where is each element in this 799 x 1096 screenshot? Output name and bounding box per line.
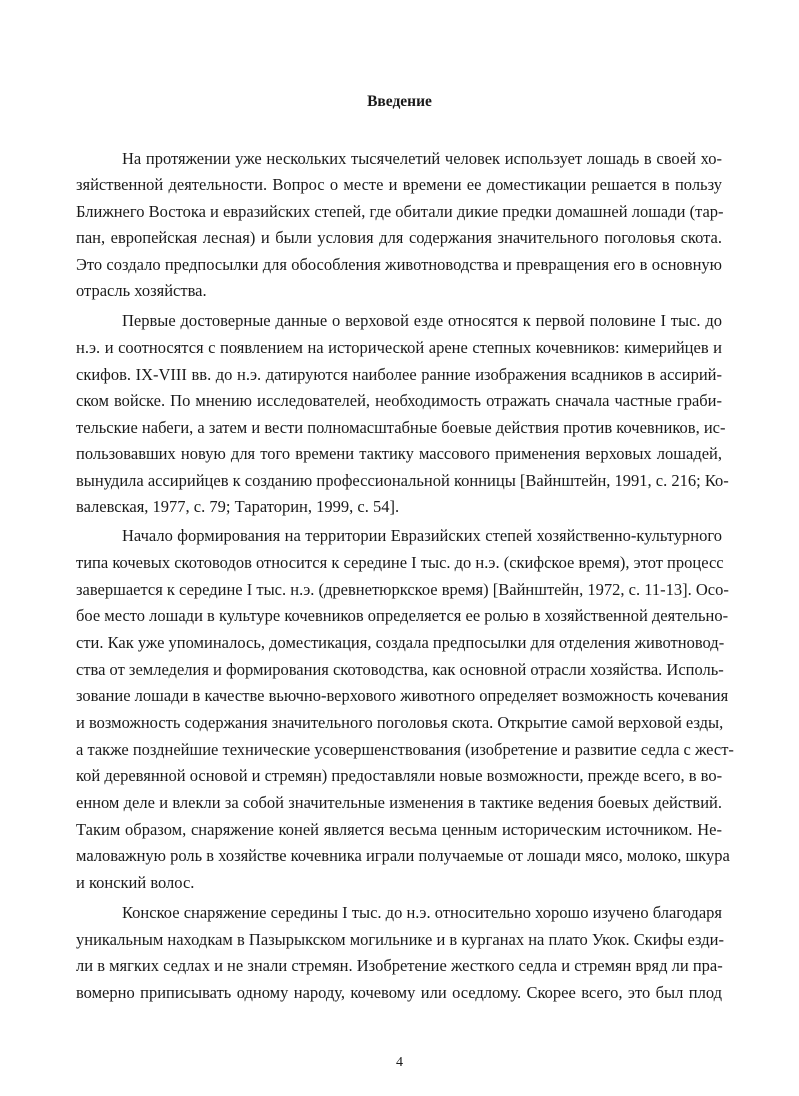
page-number: 4 [396, 1055, 403, 1070]
paragraph-2-line-7: вынудила ассирийцев к созданию профессиональной конницы [Вайнштейн, 1991, с. 216; Ко- [76, 471, 729, 490]
paragraph-3-line-14: и конский волос. [76, 873, 195, 892]
paragraph-4-line-3: ли в мягких седлах и не знали стремян. Изобретение жесткого седла и стремян вряд ли пра- [76, 956, 723, 975]
paragraph-4-line-4: вомерно приписывать одному народу, кочевому или оседлому. Скорее всего, это был плод [76, 983, 722, 1002]
paragraph-3-line-5: сти. Как уже упоминалось, доместикация, создала предпосылки для отделения животновод- [76, 633, 725, 652]
paragraph-1-line-6: отрасль хозяйства. [76, 281, 207, 300]
paragraph-3-line-6: ства от земледелия и формирования скотоводства, как основной отрасли хозяйства. Исполь- [76, 660, 724, 679]
paragraph-3-line-11: енном деле и влекли за собой значительные изменения в тактике ведения боевых действий. [76, 793, 722, 812]
paragraph-3-line-1: Начало формирования на территории Евразийских степей хозяйственно-культурного [122, 526, 722, 545]
paragraph-3-line-10: кой деревянной основой и стремян) предоставляли новые возможности, прежде всего, в во- [76, 766, 723, 785]
paragraph-3-line-3: завершается к середине I тыс. н.э. (древнетюркское время) [Вайнштейн, 1972, с. 11-13]. Осо- [76, 580, 729, 599]
page-title: Введение [367, 93, 432, 110]
paragraph-4-line-1: Конское снаряжение середины I тыс. до н.э. относительно хорошо изучено благодаря [122, 903, 722, 922]
paragraph-2-line-6: пользовавших новую для того времени тактику массового применения верховых лошадей, [76, 444, 722, 463]
paragraph-2-line-4: ском войске. По мнению исследователей, необходимость отражать сначала частные граби- [76, 391, 722, 410]
paragraph-2-line-3: скифов. IX-VIII вв. до н.э. датируются наиболее ранние изображения всадников в ассирий- [76, 365, 722, 384]
paragraph-3-line-7: зование лошади в качестве вьючно-верхового животного определяет возможность кочевания [76, 686, 729, 705]
paragraph-2-line-8: валевская, 1977, с. 79; Тараторин, 1999, с. 54]. [76, 497, 400, 516]
paragraph-3-line-9: а также позднейшие технические усовершенствования (изобретение и развитие седла с жест- [76, 740, 734, 759]
paragraph-2-line-1: Первые достоверные данные о верховой езде относятся к первой половине I тыс. до [122, 311, 722, 330]
paragraph-1-line-2: зяйственной деятельности. Вопрос о месте и времени ее доместикации решается в пользу [76, 175, 722, 194]
paragraph-3-line-12: Таким образом, снаряжение коней является весьма ценным историческим источником. Не- [76, 820, 722, 839]
paragraph-3-line-4: бое место лошади в культуре кочевников определяется ее ролью в хозяйственной деятельно- [76, 606, 729, 625]
paragraph-4-line-2: уникальным находкам в Пазырыкском могильнике и в курганах на плато Укок. Скифы езди- [76, 930, 724, 949]
paragraph-2-line-5: тельские набеги, а затем и вести полномасштабные боевые действия против кочевников, ис- [76, 418, 726, 437]
paragraph-3-line-13: маловажную роль в хозяйстве кочевника играли получаемые от лошади мясо, молоко, шкура [76, 846, 730, 865]
paragraph-1-line-1: На протяжении уже нескольких тысячелетий человек использует лошадь в своей хо- [122, 149, 722, 168]
paragraph-2-line-2: н.э. и соотносятся с появлением на исторической арене степных кочевников: кимерийцев и [76, 338, 722, 357]
paragraph-3-line-8: и возможность содержания значительного поголовья скота. Открытие самой верховой езды, [76, 713, 724, 732]
paragraph-1-line-5: Это создало предпосылки для обособления животноводства и превращения его в основную [76, 255, 722, 274]
paragraph-1-line-3: Ближнего Востока и евразийских степей, где обитали дикие предки домашней лошади (тар- [76, 202, 724, 221]
paragraph-3-line-2: типа кочевых скотоводов относится к середине I тыс. до н.э. (скифское время), этот процесс [76, 553, 724, 572]
paragraph-1-line-4: пан, европейская лесная) и были условия для содержания значительного поголовья скота. [76, 228, 722, 247]
